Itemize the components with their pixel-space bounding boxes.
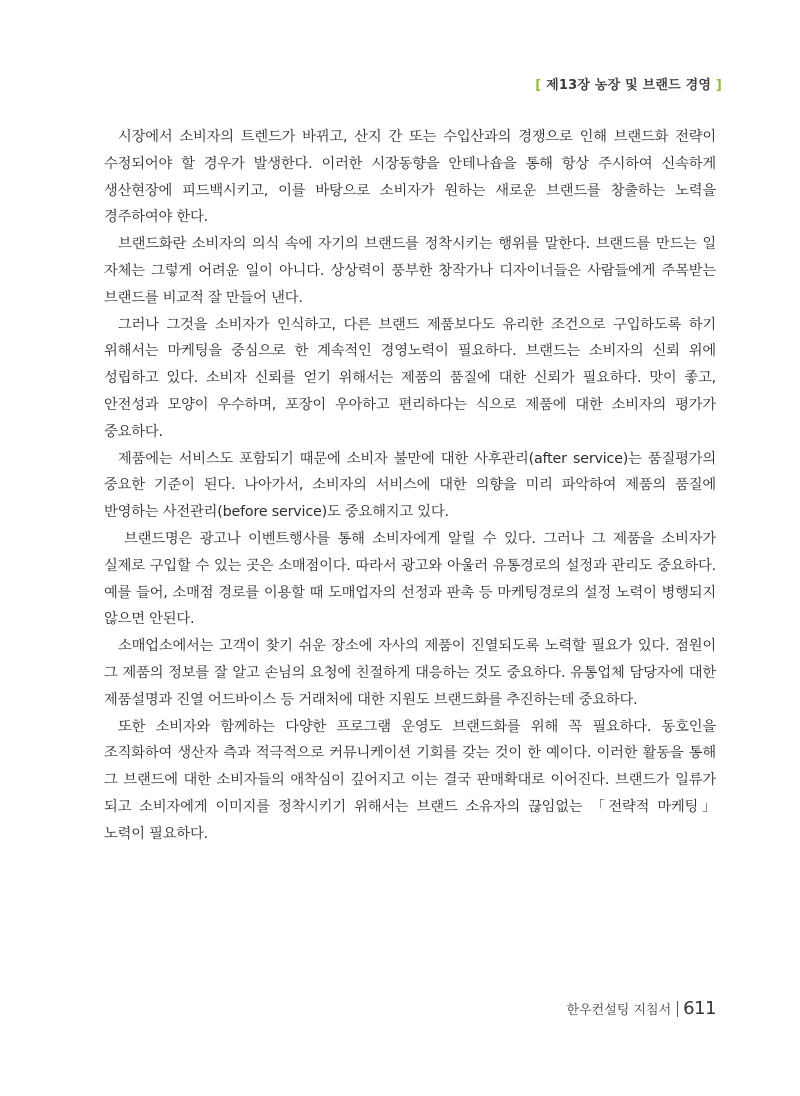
paragraph-4: 제품에는 서비스도 포함되기 때문에 소비자 불만에 대한 사후관리(after service)는 품질평가의 중요한 기준이 된다. 나아가서, 소비자의 서비스에 대한 의향을 미리 파악하여 제품의 품질에 반영하는 사전관리(before service)도 중요해지고 있다. [104,450,716,521]
chapter-header [535,74,722,93]
paragraph-7: 또한 소비자와 함께하는 다양한 프로그램 운영도 브랜드화를 위해 꼭 필요하다. 동호인을 조직화하여 생산자 측과 적극적으로 커뮤니케이션 기회를 갖는 것이 한 예이다. 이러한 활동을 통해 그 브랜드에 대한 소비자들의 애착심이 깊어지고 이는 결국 판매확대로 이어진다. 브랜드가 일류가 되고 소비자에게 이미지를 정착시키기 위해서는 브랜드 소유자의 끊임없는 「전략적 마케팅」 노력이 필요하다. [104,718,716,842]
page-footer [567,998,716,1019]
paragraph-5: 브랜드명은 광고나 이벤트행사를 통해 소비자에게 알릴 수 있다. 그러나 그 제품을 소비자가 실제로 구입할 수 있는 곳은 소매점이다. 따라서 광고와 아울러 유통경로의 설정과 관리도 중요하다. 예를 들어, 소매점 경로를 이용할 때 도매업자의 선정과 판촉 등 마케팅경로의 설정 노력이 병행되지 않으면 안된다. [104,530,716,628]
page-number: 611 [683,998,716,1019]
body-text [104,124,716,848]
paragraph-1: 시장에서 소비자의 트렌드가 바뀌고, 산지 간 또는 수입산과의 경쟁으로 인해 브랜드화 전략이 수정되어야 할 경우가 발생한다. 이러한 시장동향을 안테나숍을 통해 항상 주시하여 신속하게 생산현장에 피드백시키고, 이를 바탕으로 소비자가 원하는 새로운 브랜드를 창출하는 노력을 경주하여야 한다. [104,129,716,226]
paragraph-2: 브랜드화란 소비자의 의식 속에 자기의 브랜드를 정착시키는 행위를 말한다. 브랜드를 만드는 일 자체는 그렇게 어려운 일이 아니다. 상상력이 풍부한 창작가나 디자이너들은 사람들에게 주목받는 브랜드를 비교적 잘 만들어 낸다. [104,236,716,306]
footer-divider [677,1001,678,1017]
paragraph-6: 소매업소에서는 고객이 찾기 쉬운 장소에 자사의 제품이 진열되도록 노력할 필요가 있다. 점원이 그 제품의 정보를 잘 알고 손님의 요청에 친절하게 대응하는 것도 중요하다. 유통업체 담당자에 대한 제품설명과 진열 어드바이스 등 거래처에 대한 지원도 브랜드화를 추진하는데 중요하다. [104,638,716,708]
header-bracket-close: ] [715,78,722,93]
chapter-title: 제13장 농장 및 브랜드 경영 [546,78,712,93]
header-bracket-open: [ [535,78,542,93]
book-title: 한우컨설팅 지침서 [566,1003,672,1018]
paragraph-3: 그러나 그것을 소비자가 인식하고, 다른 브랜드 제품보다도 유리한 조건으로 구입하도록 하기 위해서는 마케팅을 중심으로 한 계속적인 경영노력이 필요하다. 브랜드는 소비자의 신뢰 위에 성립하고 있다. 소비자 신뢰를 얻기 위해서는 제품의 품질에 대한 신뢰가 필요하다. 맛이 좋고, 안전성과 모양이 우수하며, 포장이 우아하고 편리하다는 식으로 제품에 대한 소비자의 평가가 중요하다. [104,316,716,440]
